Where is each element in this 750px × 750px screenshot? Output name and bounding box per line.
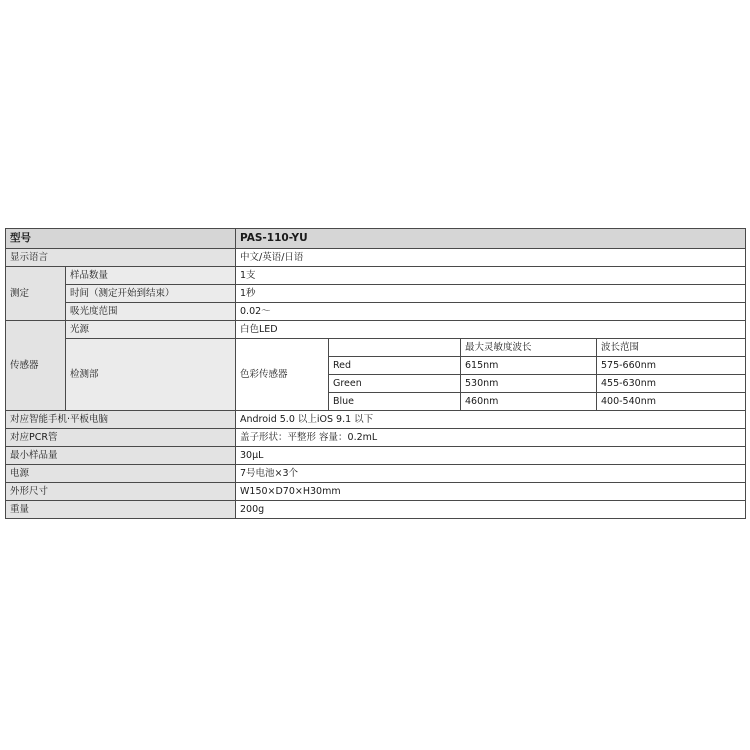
spec-table bbox=[5, 228, 746, 519]
color-green-peak: 530nm bbox=[461, 375, 597, 393]
table-row bbox=[6, 483, 746, 501]
table-row bbox=[6, 501, 746, 519]
table-row bbox=[6, 285, 746, 303]
sample-count-value: 1支 bbox=[236, 267, 746, 285]
time-label: 时间（测定开始到结束） bbox=[66, 285, 236, 303]
min-sample-label: 最小样品量 bbox=[6, 447, 236, 465]
dimensions-value: W150×D70×H30mm bbox=[236, 483, 746, 501]
model-value: PAS-110-YU bbox=[236, 229, 746, 249]
light-source-value: 白色LED bbox=[236, 321, 746, 339]
wavelength-range-header: 波长范围 bbox=[597, 339, 746, 357]
table-row bbox=[6, 303, 746, 321]
devices-value: Android 5.0 以上iOS 9.1 以下 bbox=[236, 411, 746, 429]
color-blue-peak: 460nm bbox=[461, 393, 597, 411]
table-row bbox=[6, 465, 746, 483]
table-row bbox=[6, 229, 746, 249]
measure-label: 测定 bbox=[6, 267, 66, 321]
min-sample-value: 30μL bbox=[236, 447, 746, 465]
pcr-label: 对应PCR管 bbox=[6, 429, 236, 447]
language-value: 中文/英语/日语 bbox=[236, 249, 746, 267]
color-red-peak: 615nm bbox=[461, 357, 597, 375]
model-label: 型号 bbox=[6, 229, 236, 249]
language-label: 显示语言 bbox=[6, 249, 236, 267]
weight-label: 重量 bbox=[6, 501, 236, 519]
time-value: 1秒 bbox=[236, 285, 746, 303]
sensor-label: 传感器 bbox=[6, 321, 66, 411]
light-source-label: 光源 bbox=[66, 321, 236, 339]
weight-value: 200g bbox=[236, 501, 746, 519]
color-header-empty bbox=[329, 339, 461, 357]
pcr-value: 盖子形状：平整形 容量：0.2mL bbox=[236, 429, 746, 447]
color-blue-label: Blue bbox=[329, 393, 461, 411]
table-row bbox=[6, 447, 746, 465]
detector-value: 色彩传感器 bbox=[236, 339, 329, 411]
detector-label: 检测部 bbox=[66, 339, 236, 411]
color-green-label: Green bbox=[329, 375, 461, 393]
devices-label: 对应智能手机·平板电脑 bbox=[6, 411, 236, 429]
power-value: 7号电池×3个 bbox=[236, 465, 746, 483]
table-row bbox=[6, 321, 746, 339]
peak-wavelength-header: 最大灵敏度波长 bbox=[461, 339, 597, 357]
dimensions-label: 外形尺寸 bbox=[6, 483, 236, 501]
table-row bbox=[6, 339, 746, 357]
table-row bbox=[6, 249, 746, 267]
color-red-range: 575-660nm bbox=[597, 357, 746, 375]
color-blue-range: 400-540nm bbox=[597, 393, 746, 411]
color-red-label: Red bbox=[329, 357, 461, 375]
absorbance-label: 吸光度范围 bbox=[66, 303, 236, 321]
color-green-range: 455-630nm bbox=[597, 375, 746, 393]
absorbance-value: 0.02～ bbox=[236, 303, 746, 321]
table-row bbox=[6, 411, 746, 429]
table-row bbox=[6, 429, 746, 447]
power-label: 电源 bbox=[6, 465, 236, 483]
table-row bbox=[6, 267, 746, 285]
sample-count-label: 样品数量 bbox=[66, 267, 236, 285]
